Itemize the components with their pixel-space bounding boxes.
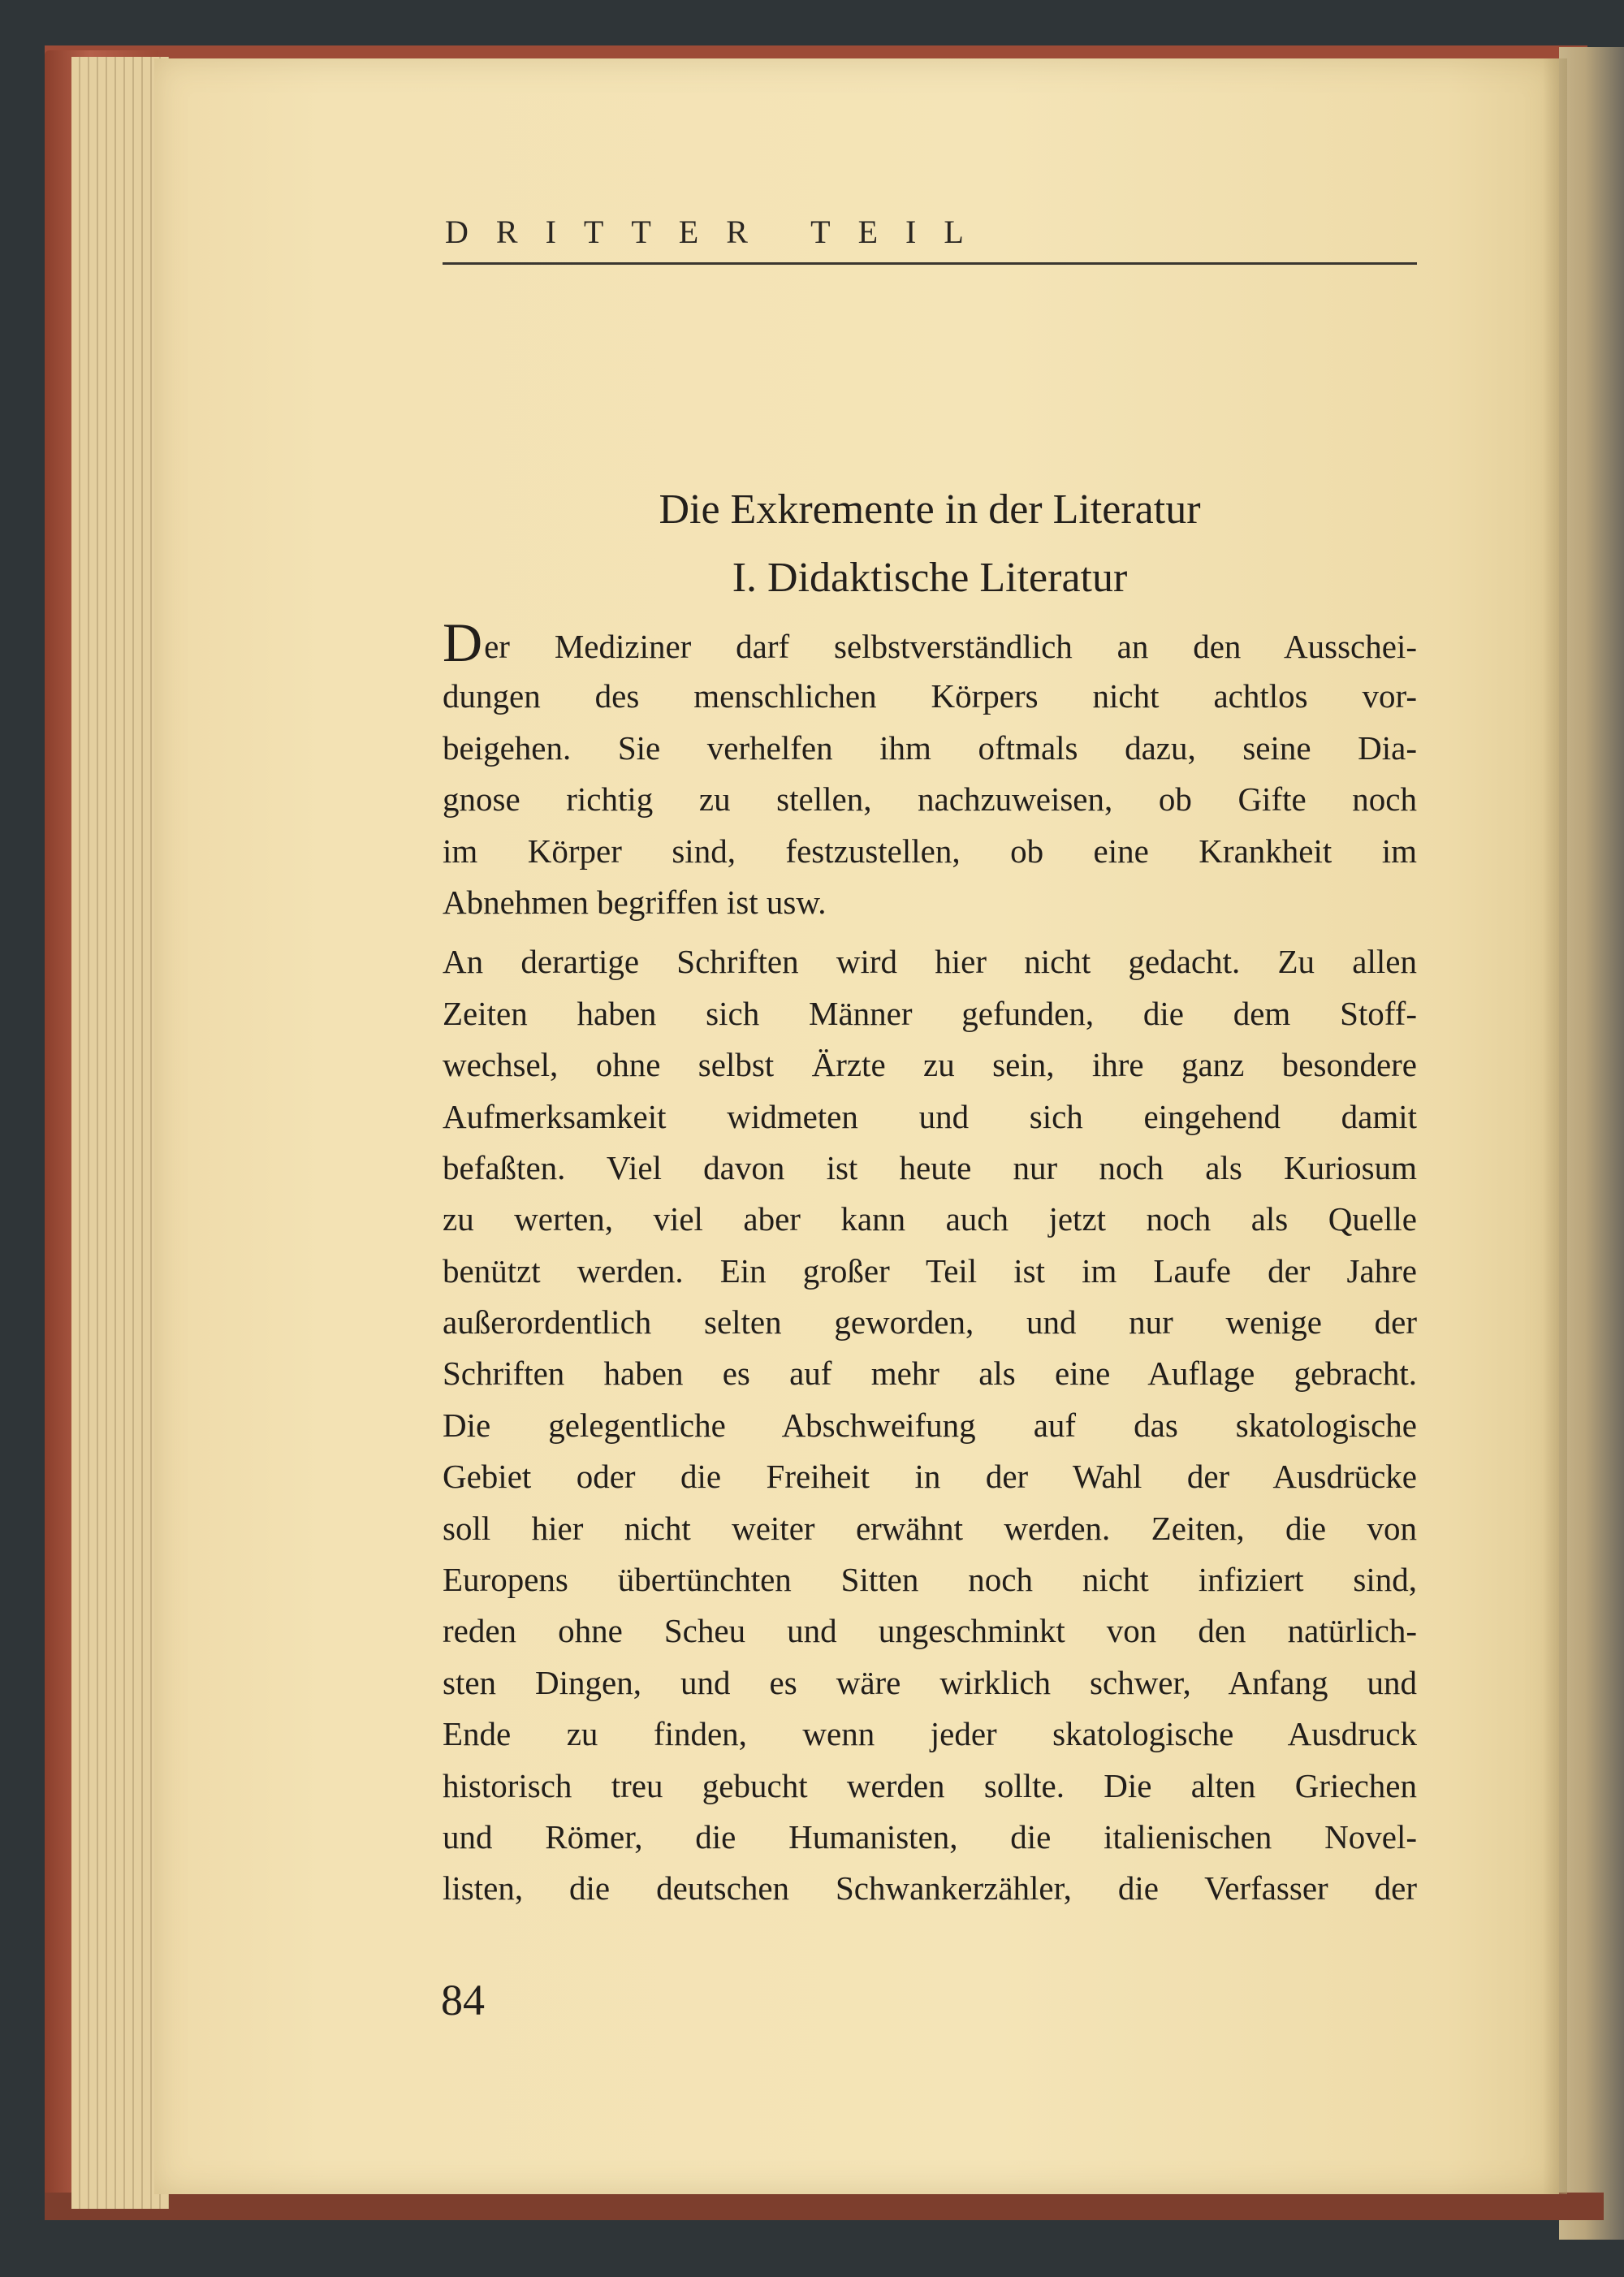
paragraph-2-line: außerordentlich selten geworden, und nur wenige der: [443, 1303, 1417, 1342]
paragraph-2-line: Gebiet oder die Freiheit in der Wahl der Ausdrücke: [443, 1458, 1417, 1496]
page-gutter-shadow: [1543, 58, 1567, 2194]
paragraph-2-line: An derartige Schriften wird hier nicht gedacht. Zu allen: [443, 943, 1417, 981]
paragraph-1-line: [443, 620, 1417, 671]
paragraph-1-line: Abnehmen begriffen ist usw.: [443, 883, 827, 921]
paragraph-2-line: reden ohne Scheu und ungeschminkt von den natürlich-: [443, 1612, 1417, 1650]
paragraph-1-line: beigehen. Sie verhelfen ihm oftmals dazu, seine Dia-: [443, 728, 1417, 767]
paragraph-2-line: zu werten, viel aber kann auch jetzt noch als Quelle: [443, 1200, 1417, 1238]
paragraph-2-line: historisch treu gebucht werden sollte. Die alten Griechen: [443, 1766, 1417, 1804]
paragraph-2-line: Europens übertünchten Sitten noch nicht infiziert sind,: [443, 1561, 1417, 1599]
paragraph-2-line: soll hier nicht weiter erwähnt werden. Zeiten, die von: [443, 1509, 1417, 1547]
paragraph-2-line: benützt werden. Ein großer Teil ist im Laufe der Jahre: [443, 1251, 1417, 1290]
section-title: I. Didaktische Literatur: [732, 555, 1128, 601]
drop-cap: D: [443, 620, 483, 672]
body-text: [443, 620, 1417, 1915]
paragraph-2-line: Aufmerksamkeit widmeten und sich eingehend damit: [443, 1097, 1417, 1135]
book-cover-bottom-edge: [45, 2193, 1604, 2220]
paragraph-2-line: Zeiten haben sich Männer gefunden, die dem Stoff-: [443, 994, 1417, 1032]
running-head-rule: [443, 262, 1417, 265]
paragraph-1-first-line: er Mediziner darf selbstverständlich an den Ausschei-: [484, 628, 1417, 665]
paragraph-2-line: sten Dingen, und es wäre wirklich schwer, Anfang und: [443, 1663, 1417, 1701]
paragraph-gap: [443, 928, 1417, 936]
chapter-title: Die Exkremente in der Literatur: [659, 486, 1201, 533]
running-head: DRITTER TEIL: [445, 214, 991, 250]
paragraph-2-line: listen, die deutschen Schwankerzähler, die Verfasser der: [443, 1869, 1417, 1908]
book-facing-pages-edge: [1559, 47, 1624, 2240]
page-number: 84: [441, 1976, 485, 2024]
paragraph-2-line: wechsel, ohne selbst Ärzte zu sein, ihre ganz besondere: [443, 1046, 1417, 1084]
paragraph-2-line: und Römer, die Humanisten, die italienischen Novel-: [443, 1817, 1417, 1856]
paragraph-1-line: dungen des menschlichen Körpers nicht achtlos vor-: [443, 677, 1417, 715]
paragraph-2-line: Schriften haben es auf mehr als eine Auflage gebracht.: [443, 1355, 1417, 1393]
paragraph-2-line: Ende zu finden, wenn jeder skatologische Ausdruck: [443, 1715, 1417, 1753]
paragraph-2-line: befaßten. Viel davon ist heute nur noch als Kuriosum: [443, 1148, 1417, 1186]
paragraph-1-line: im Körper sind, festzustellen, ob eine Krankheit im: [443, 832, 1417, 870]
paragraph-1-line: gnose richtig zu stellen, nachzuweisen, ob Gifte noch: [443, 780, 1417, 819]
paragraph-2-line: Die gelegentliche Abschweifung auf das skatologische: [443, 1406, 1417, 1444]
